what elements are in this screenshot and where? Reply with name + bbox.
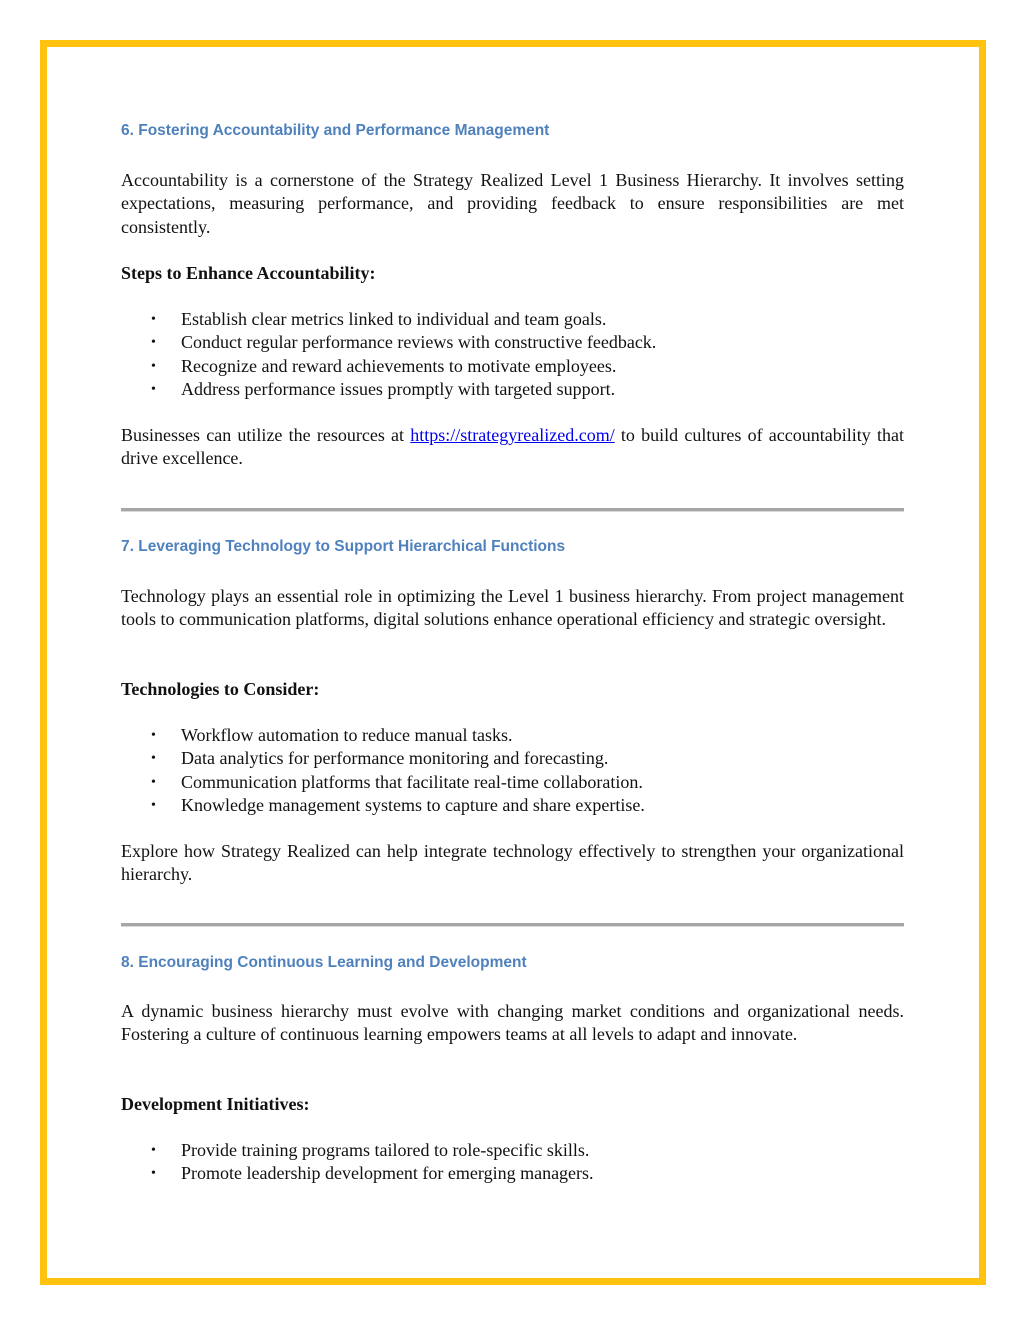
bullet-icon: • bbox=[151, 1166, 156, 1182]
section-heading: 6. Fostering Accountability and Performance Management bbox=[121, 122, 550, 139]
bullet-icon: • bbox=[151, 1143, 156, 1158]
list-item-text: Address performance issues promptly with targeted support. bbox=[181, 378, 616, 399]
list-item bbox=[121, 724, 904, 747]
list-item-text: Conduct regular performance reviews with constructive feedback. bbox=[181, 332, 657, 353]
list-item-text: Workflow automation to reduce manual tasks. bbox=[181, 725, 513, 745]
section-accountability-closing-wrap bbox=[121, 424, 904, 471]
list-item bbox=[121, 331, 904, 354]
section-heading: 7. Leveraging Technology to Support Hierarchical Functions bbox=[121, 538, 566, 555]
list-item bbox=[121, 771, 904, 794]
section-learning bbox=[121, 953, 904, 973]
subheading: Steps to Enhance Accountability: bbox=[121, 263, 376, 283]
list-item bbox=[121, 1139, 904, 1162]
paragraph: A dynamic business hierarchy must evolve with changing market conditions and organizational needs. Fostering a culture of continuous learning empowers teams at all levels to adapt and innovate. bbox=[121, 1001, 904, 1045]
bullet-icon: • bbox=[151, 774, 156, 790]
section-learning-intro bbox=[121, 1000, 904, 1047]
list-item-text: Data analytics for performance monitoring and forecasting. bbox=[181, 748, 609, 769]
subheading: Development Initiatives: bbox=[121, 1094, 310, 1114]
list-item bbox=[121, 355, 904, 378]
section-technology-subheading-wrap bbox=[121, 678, 904, 701]
paragraph: Accountability is a cornerstone of the Strategy Realized Level 1 Business Hierarchy. It involves setting expectations, measuring performance, and providing feedback to ensure responsibilities are met consistently. bbox=[121, 170, 904, 237]
subheading: Technologies to Consider: bbox=[121, 679, 320, 699]
list-item-text: Promote leadership development for emerging managers. bbox=[181, 1163, 594, 1184]
paragraph bbox=[121, 424, 904, 471]
bullet-list bbox=[121, 724, 904, 817]
bullet-list bbox=[121, 308, 904, 401]
paragraph: Explore how Strategy Realized can help integrate technology effectively to strengthen your organizational hierarchy. bbox=[121, 841, 904, 885]
list-item-text: Provide training programs tailored to role-specific skills. bbox=[181, 1140, 590, 1160]
closing-text: to build cultures of accountability that drive excellence. bbox=[121, 425, 904, 469]
bullet-icon: • bbox=[151, 335, 156, 351]
bullet-icon: • bbox=[151, 381, 156, 397]
bullet-icon: • bbox=[151, 797, 156, 813]
section-learning-subheading-wrap bbox=[121, 1093, 904, 1116]
list-item bbox=[121, 794, 904, 817]
bullet-icon: • bbox=[151, 751, 156, 767]
list-item bbox=[121, 1162, 904, 1185]
list-item-text: Communication platforms that facilitate real-time collaboration. bbox=[181, 771, 643, 792]
section-technology-intro bbox=[121, 585, 904, 632]
strategyrealized-link[interactable]: https://strategyrealized.com/ bbox=[410, 425, 615, 445]
bullet-icon: • bbox=[151, 312, 156, 327]
bullet-list bbox=[121, 1139, 904, 1186]
list-item-text: Recognize and reward achievements to motivate employees. bbox=[181, 355, 617, 376]
section-technology bbox=[121, 537, 904, 557]
bullet-icon: • bbox=[151, 358, 156, 374]
list-item bbox=[121, 378, 904, 401]
section-accountability bbox=[121, 121, 904, 141]
section-accountability-intro bbox=[121, 169, 904, 239]
section-technology-list-wrap bbox=[121, 724, 904, 817]
list-item bbox=[121, 308, 904, 331]
list-item-text: Knowledge management systems to capture and share expertise. bbox=[181, 794, 645, 815]
section-accountability-subheading-wrap bbox=[121, 262, 904, 285]
section-technology-closing-wrap bbox=[121, 840, 904, 887]
list-item-text: Establish clear metrics linked to individual and team goals. bbox=[181, 309, 607, 329]
section-accountability-list-wrap bbox=[121, 308, 904, 401]
bullet-icon: • bbox=[151, 728, 156, 743]
section-learning-list-wrap bbox=[121, 1139, 904, 1186]
section-heading: 8. Encouraging Continuous Learning and Development bbox=[121, 954, 527, 971]
paragraph: Technology plays an essential role in optimizing the Level 1 business hierarchy. From project management tools to communication platforms, digital solutions enhance operational efficiency and strategic oversight. bbox=[121, 586, 904, 630]
section-divider bbox=[121, 923, 904, 927]
section-divider bbox=[121, 508, 904, 512]
list-item bbox=[121, 747, 904, 770]
closing-text: Businesses can utilize the resources at bbox=[121, 425, 411, 445]
